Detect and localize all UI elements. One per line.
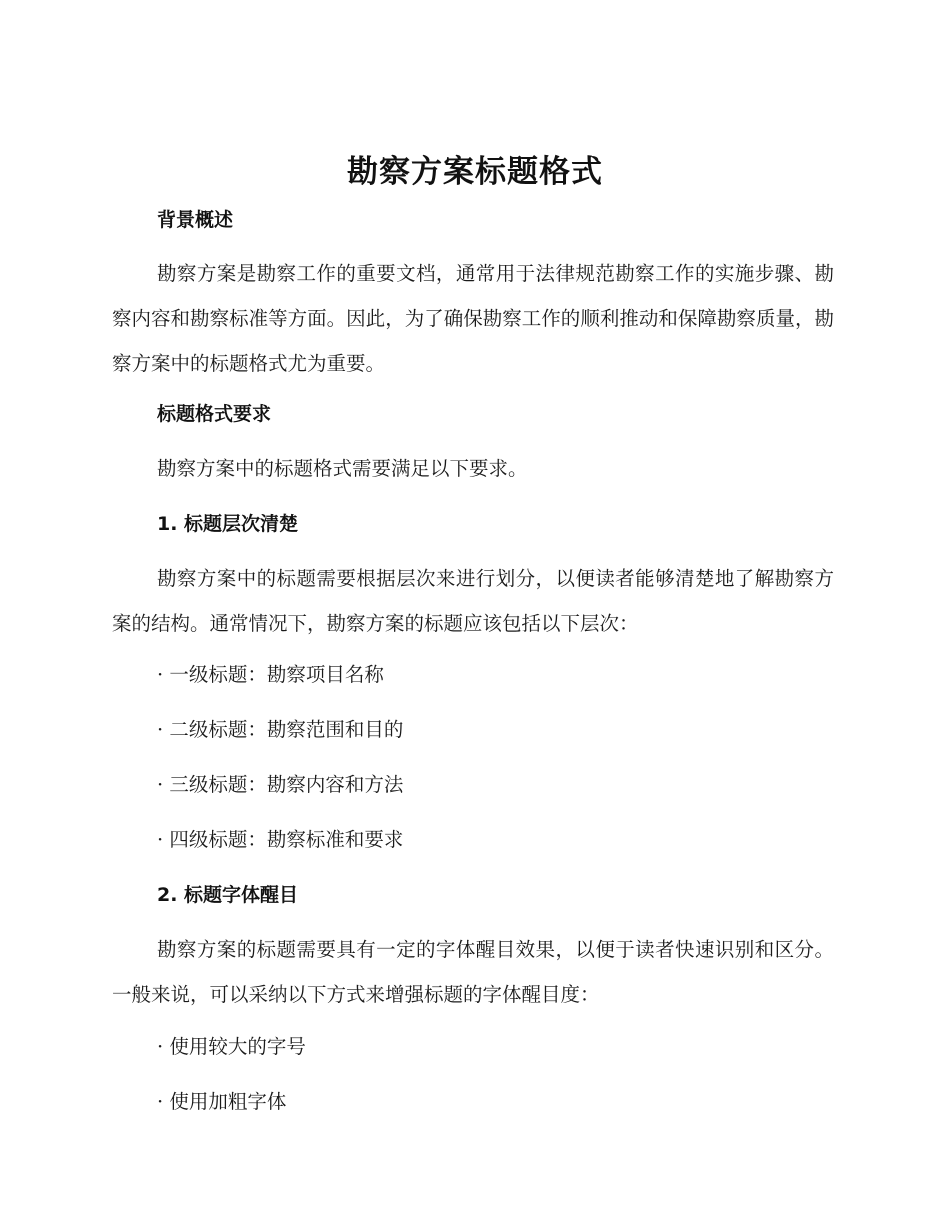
- document-title: 勘察方案标题格式: [347, 154, 603, 190]
- list-item-bold-font: · 使用加粗字体: [157, 1090, 287, 1113]
- list-item-level-1: · 一级标题：勘察项目名称: [157, 663, 384, 686]
- section-heading-hierarchy: 1. 标题层次清楚: [157, 513, 299, 535]
- section-heading-font: 2. 标题字体醒目: [157, 884, 299, 906]
- section-heading-background: 背景概述: [157, 209, 234, 231]
- paragraph-font: 勘察方案的标题需要具有一定的字体醒目效果，以便于读者快速识别和区分。一般来说，可以采纳以下方式来增强标题的字体醒目度：: [112, 938, 834, 1006]
- list-item-level-3: · 三级标题：勘察内容和方法: [157, 773, 404, 796]
- list-item-level-2: · 二级标题：勘察范围和目的: [157, 718, 404, 741]
- section-heading-requirements: 标题格式要求: [157, 403, 272, 425]
- paragraph-requirements: 勘察方案中的标题格式需要满足以下要求。: [157, 457, 528, 480]
- list-item-level-4: · 四级标题：勘察标准和要求: [157, 828, 404, 851]
- paragraph-background: 勘察方案是勘察工作的重要文档，通常用于法律规范勘察工作的实施步骤、勘察内容和勘察标准等方面。因此，为了确保勘察工作的顺利推动和保障勘察质量，勘察方案中的标题格式尤为重要。: [112, 262, 834, 375]
- list-item-font-size: · 使用较大的字号: [157, 1035, 306, 1058]
- paragraph-hierarchy: 勘察方案中的标题需要根据层次来进行划分，以便读者能够清楚地了解勘察方案的结构。通常情况下，勘察方案的标题应该包括以下层次：: [112, 567, 834, 635]
